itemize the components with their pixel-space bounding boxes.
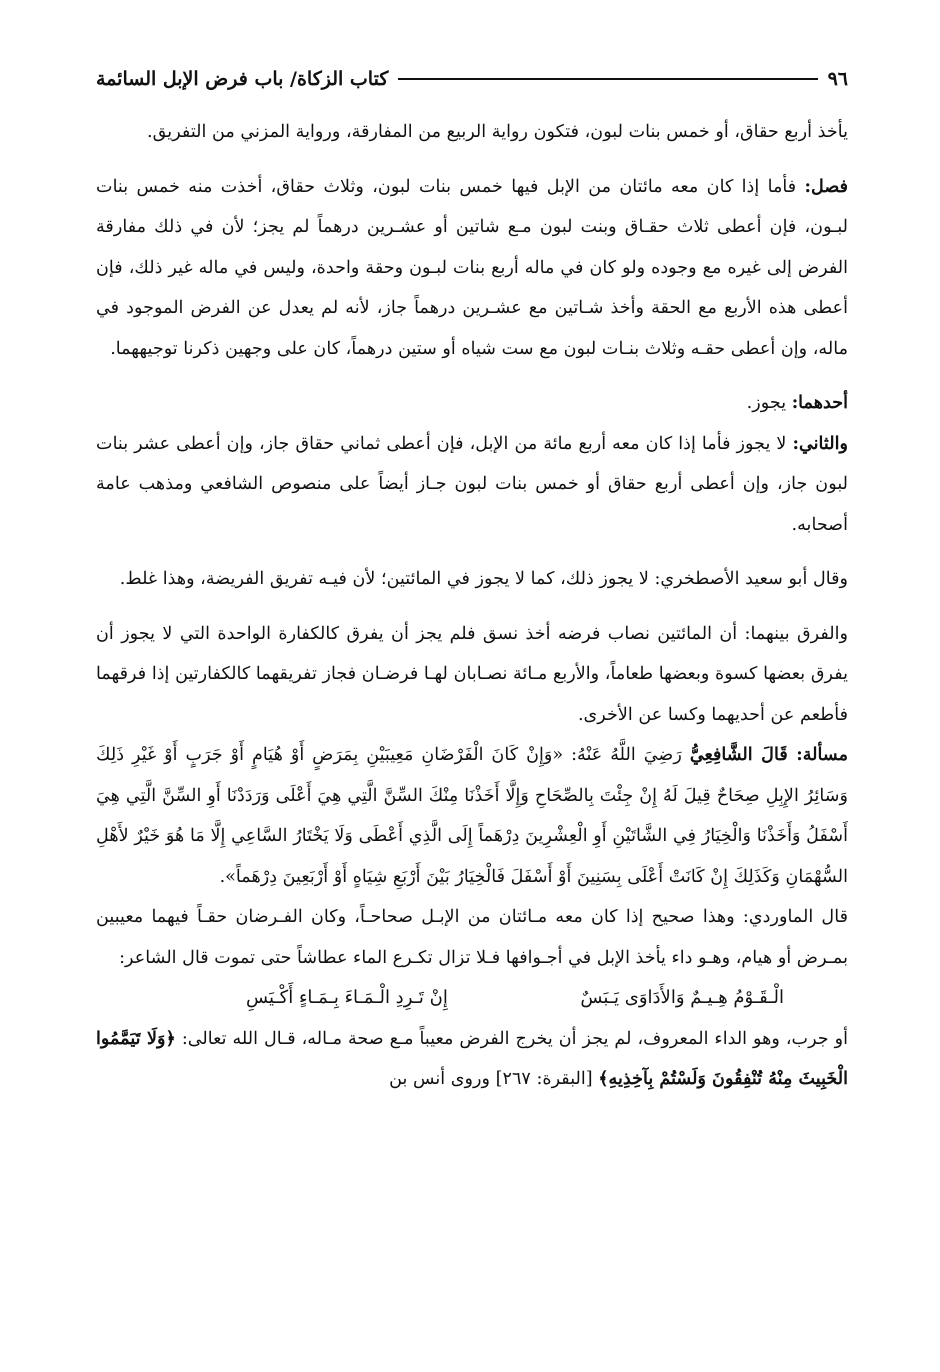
paragraph-lead: فصل: bbox=[804, 175, 848, 197]
paragraph-text: قال الماوردي: وهذا صحيح إذا كان معه مـائتان من الإبـل صحاحـاً، وكان الفـرضان حقـاً فيهما معيبين بمـرض أو هيام، وهـو داء يأخذ الإبل في أجـوافها فـلا تزال تكـرع الماء عطاشاً حتى تموت قال الشاعر: bbox=[96, 907, 848, 968]
poetry-verse bbox=[96, 978, 848, 1019]
paragraph-text: يأخذ أربع حقاق، أو خمس بنات لبون، فتكون رواية الربيع من المفارقة، ورواية المزني من التفريق. bbox=[147, 122, 848, 142]
header-rule bbox=[398, 78, 817, 80]
paragraph-text: والفرق بينهما: أن المائتين نصاب فرضه أخذ نسق فلم يجز أن يفرق كالكفارة الواحدة التي لا يجوز أن يفرق بعضها كسوة وبعضها طعاماً، والأربع مـائة نصـابان لهـا فرضـان فجاز تفريقهما كالكفارتين إذا فرقهما فأطعم عن أحديهما وكسا عن الأخرى. bbox=[96, 623, 848, 725]
paragraph bbox=[96, 735, 848, 897]
paragraph bbox=[96, 559, 848, 600]
paragraph-text: رَضِيَ اللَّهُ عَنْهُ: «وَإِنْ كَانَ الْفَرْضَانِ مَعِيبَيْنِ بِمَرَضٍ أَوْ هُيَامٍ أَوْ جَرَبٍ أَوْ غَيْرِ ذَلِكَ وَسَائِرُ الإِبِلِ صِحَاحٌ قِيلَ لَهُ إِنْ جِئْتَ بِالصِّحَاحِ وَإِلَّا أَخَذْنَا مِنْكَ السِّنَّ الَّتِي هِيَ أَعْلَى وَرَدَدْنَا أَوِ السِّنَّ الَّتِي هِيَ أَسْفَلُ وَأَخَذْنَا وَالْخِيَارُ فِي الشَّاتَيْنِ أَوِ الْعِشْرِينَ دِرْهَماً إِلَى الَّذِي أَعْطَى وَلَا يَخْتَارُ السَّاعِي إِلَّا مَا هُوَ خَيْرٌ لأَهْلِ السُّهْمَانِ وَكَذَلِكَ إِنْ كَانَتْ أَعْلَى بِسَنِينَ أَوْ أَسْفَلَ فَالْخِيَارُ بَيْنَ أَرْبَعِ شِيَاهٍ أَوْ أَرْبَعِينَ دِرْهَماً». bbox=[96, 745, 848, 887]
paragraph bbox=[96, 1019, 848, 1100]
verse-first-half: الْـقَـوْمُ هِـيـمٌ وَالأَدَاوَى يَـبَسٌ bbox=[580, 987, 784, 1008]
paragraph-text: وقال أبو سعيد الأصطخري: لا يجوز ذلك، كما لا يجوز في المائتين؛ لأن فيـه تفريق الفريضة، وهذا غلط. bbox=[119, 569, 848, 589]
paragraph-text: لا يجوز فأما إذا كان معه أربع مائة من الإبل، فإن أعطى ثماني حقاق جاز، وإن أعطى عشر بنات لبون جاز، وإن أعطى أربع حقاق أو خمس بنات لبون جـاز أيضاً على منصوص الشافعي ومذهب عامة أصحابه. bbox=[96, 433, 848, 535]
paragraph-text: أو جرب، وهو الداء المعروف، لم يجز أن يخرج الفرض معيباً مـع صحة مـاله، قـال الله تعالى: bbox=[181, 1028, 848, 1049]
paragraph-lead: أحدهما: bbox=[791, 392, 848, 413]
paragraph-lead: مسألة: قَالَ الشَّافِعِيُّ bbox=[689, 744, 849, 765]
paragraph bbox=[96, 614, 848, 736]
body-text bbox=[96, 112, 848, 1100]
quran-citation: ﴿وَلَا تَيَمَّمُوا الْخَبِيثَ مِنْهُ تُنْفِقُونَ وَلَسْتُمْ بِآخِذِيهِ﴾ bbox=[96, 1027, 848, 1089]
paragraph bbox=[96, 167, 848, 370]
paragraph-lead: والثاني: bbox=[792, 432, 848, 454]
page-number: ٩٦ bbox=[827, 68, 848, 90]
page-header bbox=[96, 62, 848, 96]
verse-second-half: إِنْ تَـرِدِ الْـمَـاءَ بِـمَـاءٍ أَكْـيَسِ bbox=[246, 987, 448, 1008]
paragraph bbox=[96, 383, 848, 424]
paragraph-text: فأما إذا كان معه مائتان من الإبل فيها خمس بنات لبون، وثلاث حقاق، أخذت منه خمس بنات لبـون، فإن أعطى ثلاث حقـاق وبنت لبون مـع شاتين أو عشـرين درهماً لم يجز؛ لأن في ذلك مفارقة الفرض إلى غيره مع وجوده ولو كان في ماله أربع بنات لبـون وحقة واحدة، وليس في ماله غير ذلك، فإن أعطى هذه الأربع مع الحقة وأخذ شـاتين مع عشـرين درهماً جاز، لأنه لم يعدل عن الفرض الموجود في ماله، وإن أعطى حقـه وثلاث بنـات لبون مع ست شياه أو ستين درهماً، كان على وجهين ذكرنا توجيههما. bbox=[96, 176, 848, 359]
paragraph bbox=[96, 112, 848, 153]
paragraph-text: [البقرة: ٢٦٧] وروى أنس بن bbox=[389, 1069, 593, 1089]
paragraph-text: يجوز. bbox=[746, 393, 787, 413]
paragraph bbox=[96, 897, 848, 978]
paragraph bbox=[96, 424, 848, 546]
running-title: كتاب الزكاة/ باب فرض الإبل السائمة bbox=[96, 68, 389, 90]
